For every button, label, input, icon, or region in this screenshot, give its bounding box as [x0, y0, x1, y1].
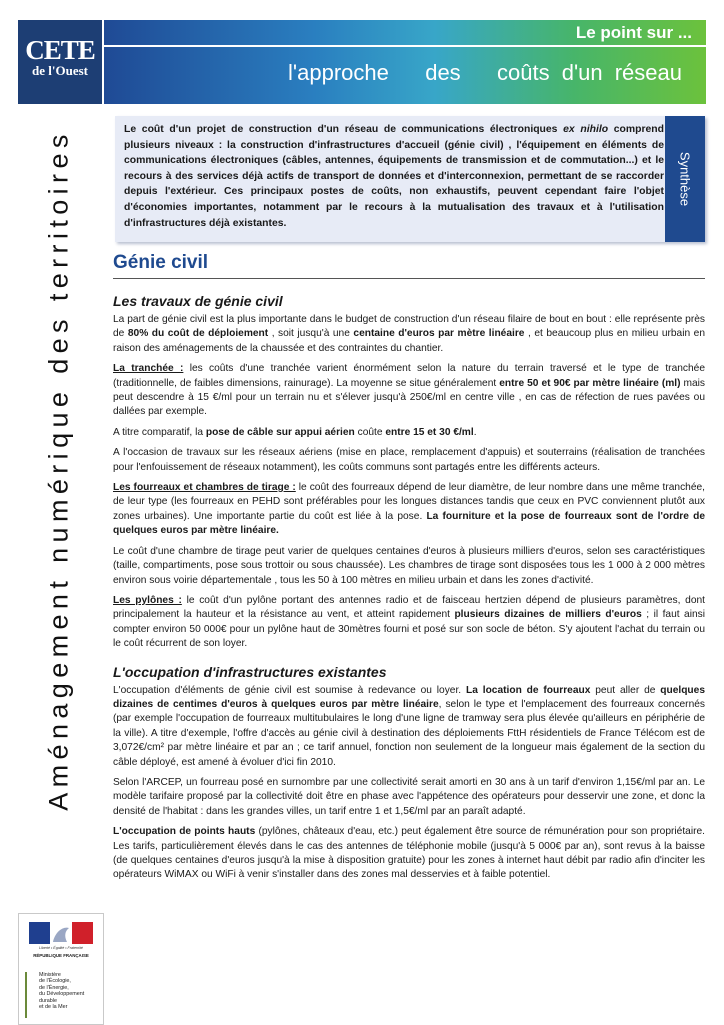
ministry-name: [39, 972, 101, 1010]
section-title: Génie civil: [113, 252, 705, 279]
ministry-line: du Développement: [39, 991, 85, 998]
main-content: [113, 252, 705, 889]
paragraph-pylons: [113, 594, 705, 652]
banner-divider: [104, 45, 706, 47]
ministry-line: de l'Énergie,: [39, 984, 69, 991]
bold-text: 80% du coût de déploiement: [127, 328, 269, 340]
text: .: [473, 426, 477, 438]
banner-kicker: Le point sur ...: [575, 23, 692, 42]
text: (pylônes, châteaux d'eau, etc.) peut également être source de rémunération pour son propriétaire. Les tarifs, particulièrement élevés dans le cas des antennes de téléphonie mobile (jusqu'à 5 000€ par an), sont revus à la baisse (de quelques centaines d'euros jusqu'à la mise à disposition gratuite) pour les zones à internet haut débit par radio afin d'inciter les opérateurs WiMAX ou WiFi à venir s'installer dans des zones mal desservies et à faible potentiel.: [113, 826, 705, 881]
paragraph-share: [113, 313, 705, 356]
bold-text: plusieurs dizaines de milliers d'euros: [454, 609, 642, 621]
paragraph-ducts: [113, 481, 705, 539]
paragraph-aerial: [113, 426, 705, 440]
text: mais peut descendre à 15 €/ml pour un terrain nu et s'élever jusqu'à 250€/ml en centre ville , en cas de réfection de rues pavées ou dallées par exemple.: [113, 377, 706, 418]
paragraph-trench: [113, 362, 705, 420]
summary-p1-emphasis: ex nihilo: [563, 124, 609, 135]
side-title-column: [36, 130, 82, 810]
text: , et beaucoup plus en milieu urbain en raison des aménagements de la chaussée et des contraintes du chantier.: [113, 328, 705, 354]
paragraph-duct-rental: [113, 684, 705, 770]
paragraph-shared-costs: A l'occasion de travaux sur les réseaux aériens (mise en place, remplacement d'appuis) et souterrains (réalisation de tranchées pour l'enfouissement de réseaux notamment), les coûts communs sont partagés entre les différents acteurs.: [113, 447, 705, 473]
subsection-title-occupation: L'occupation d'infrastructures existantes: [113, 663, 387, 680]
term-label: Les pylônes :: [113, 594, 182, 606]
cete-logo: [18, 20, 102, 104]
text: le coût d'un pylône portant des antennes radio et de faisceau hertzien dépend de plusieurs paramètres, dont principalement la hauteur et la résistance au vent, et atteint rapidement: [113, 594, 705, 621]
bold-text: La location de fourreaux: [466, 684, 591, 696]
subsection-title-works: Les travaux de génie civil: [113, 293, 283, 309]
text: , selon le type et l'emplacement des fourreaux concernés (par exemple l'occupation de fourreaux multitubulaires le long d'une ligne de tramway sera plus élevée qu'ailleurs en périphérie de la ville). A titre d'exemple, l'offre d'accès au génie civil à destination des déploiements FttH résidentiels de France Télécom est de 3,072€/cm² par mètre linéaire et par an ; ce tarif annuel, fonction non seulement de la longueur mais également de la section du câble déployé, est amené à évoluer d'ici fin 2010.: [113, 698, 705, 768]
bold-text: entre 50 et 90€ par mètre linéaire (ml): [499, 377, 681, 389]
bold-text: La fourniture et la pose de fourreaux sont de l'ordre de quelques euros par mètre linéaire.: [113, 510, 705, 537]
paragraph-chambers: Le coût d'une chambre de tirage peut varier de quelques centaines d'euros à plusieurs milliers d'euros, selon ses caractéristiques (taille, compartiments, pose sous trottoir ou sous chaussée). Les chambres de tirage sont disposées tous les 1 000 à 2 000 mètres environ sous voirie départementale , tous les 50 à 100 mètres en milieu urbain et dans les zones d'activité.: [113, 545, 705, 586]
marianne-flag-icon: [29, 922, 93, 944]
summary-p1: Le coût d'un projet de construction d'un réseau de communications électroniques: [124, 124, 564, 135]
republic-label: RÉPUBLIQUE FRANÇAISE: [33, 953, 89, 958]
text: A titre comparatif, la: [113, 426, 206, 438]
summary-tab: [665, 116, 705, 242]
paragraph-high-points: [113, 825, 705, 883]
bold-text: entre 15 et 30 €/ml: [385, 426, 474, 438]
text: les coûts d'une tranchée varient énormément selon la nature du terrain traversé et le type de tranchée (traditionnelle, de faibles dimensions, rainurage). La moyenne se situe généralement: [113, 363, 705, 389]
text: coûte: [354, 426, 386, 438]
summary-box: [115, 116, 705, 242]
header-banner: [104, 20, 706, 104]
text: L'occupation d'éléments de génie civil est soumise à redevance ou loyer.: [113, 684, 466, 696]
term-label: Les fourreaux et chambres de tirage :: [113, 482, 296, 494]
ministry-logo: [18, 913, 104, 1025]
ministry-line: Ministère: [39, 972, 61, 978]
term-label: La tranchée :: [113, 363, 184, 375]
paragraph-arcep: Selon l'ARCEP, un fourreau posé en surnombre par une collectivité serait amorti en 30 ans à un tarif d'environ 1,15€/ml par an. Le modèle tarifaire proposé par la collectivité doit être en phase avec l'appétence des opérateurs pour desservir une zone, et donc la densité de l'habitat : dans les grandes villes, un tarif entre 1 et 1,5€/ml par an paraît adapté.: [113, 776, 705, 817]
bold-text: L'occupation de points hauts: [113, 826, 256, 838]
side-title: Aménagement numérique des territoires: [43, 129, 74, 811]
logo-name: CETE: [25, 35, 95, 65]
text: ; il faut ainsi compter environ 50 000€ pour un pylône haut de 30mètres fourni et posé sur son socle de béton. S'y ajoutent l'achat du terrain ou le coût récurrent de son loyer.: [113, 609, 705, 650]
text: le coût des fourreaux dépend de leur diamètre, de leur nombre dans une même tranchée, de leur type (les fourreaux en PEHD sont préférables pour les longues distances tandis que ceux en PVC conviennent plutôt aux zones urbaines). Une importante partie du coût est liée à la pose.: [113, 482, 705, 522]
ministry-line: de l'Écologie,: [39, 978, 71, 985]
bold-text: pose de câble sur appui aérien: [205, 426, 355, 438]
summary-text: [124, 122, 664, 231]
ministry-line: et de la Mer: [39, 1004, 68, 1011]
republic-motto: Liberté • Égalité • Fraternité: [39, 946, 83, 950]
bold-text: quelques dizaines de centimes d'euros à quelques euros par mètre linéaire: [113, 684, 705, 710]
ministry-mark-icon: [25, 972, 37, 1018]
ministry-line: durable: [39, 997, 57, 1004]
logo-subtitle: de l'Ouest: [32, 63, 88, 78]
bold-text: centaine d'euros par mètre linéaire: [353, 328, 525, 340]
page-title: l'approche des coûts d'un réseau: [288, 60, 682, 85]
summary-tab-label: Synthèse: [677, 151, 693, 207]
summary-p2: comprend plusieurs niveaux : la construction d'infrastructures d'accueil (génie civil) , l'équipement en éléments de communications électroniques (câbles, antennes, équipements de transmission et de commutation...) et le recours à des services déjà actifs de transport de données et d'interconnexion, permettant de se raccorder depuis l'extérieur. Ces principaux postes de coûts, non exhaustifs, peuvent cependant faire l'objet d'économies importantes, notamment par le recours à la mutualisation des travaux et à l'utilisation d'infrastructures déjà existantes.: [124, 124, 664, 229]
text: peut aller de: [590, 684, 661, 696]
text: , soit jusqu'à une: [268, 328, 354, 340]
text: La part de génie civil est la plus importante dans le budget de construction d'un réseau filaire de bout en bout : elle représente près de: [113, 314, 705, 340]
